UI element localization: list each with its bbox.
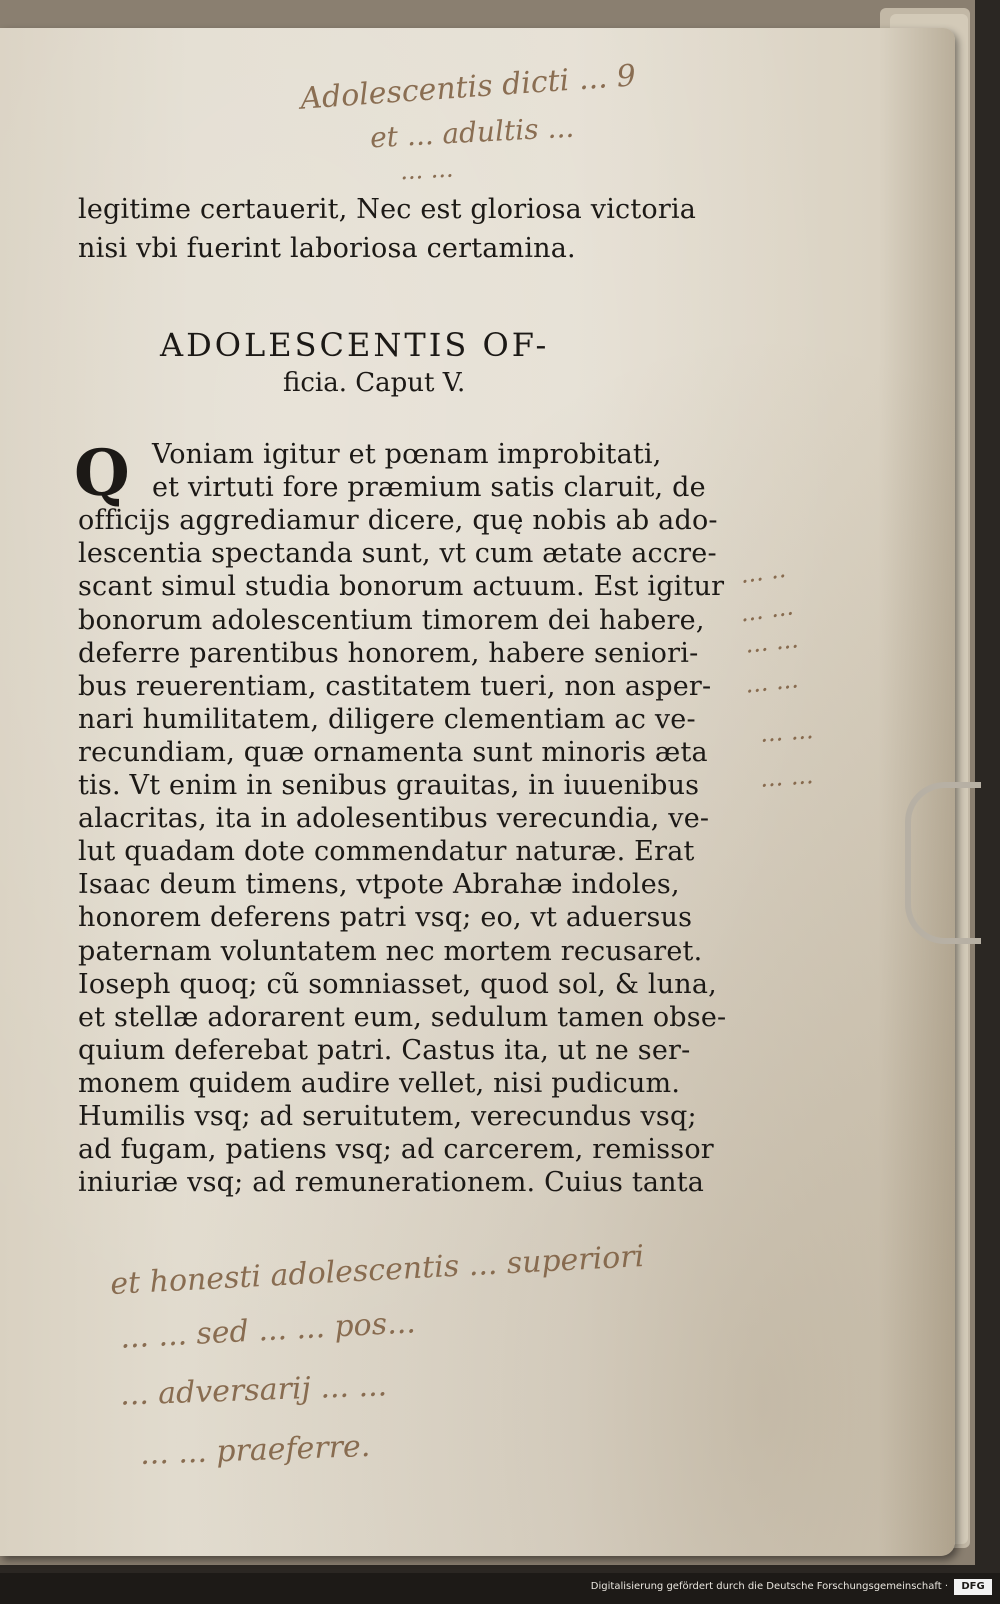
text-line: bus reuerentiam, castitatem tueri, non asper- bbox=[78, 671, 712, 702]
text-line: lut quadam dote commendatur naturæ. Erat bbox=[78, 836, 695, 867]
paper-clip bbox=[905, 782, 981, 944]
text-line: nisi vbi fuerint laboriosa certamina. bbox=[78, 233, 576, 264]
book-page bbox=[0, 28, 955, 1556]
text-line: tis. Vt enim in senibus grauitas, in iuuenibus bbox=[78, 770, 700, 801]
text-line: lescentia spectanda sunt, vt cum ætate accre- bbox=[78, 538, 717, 569]
text-line: monem quidem audire vellet, nisi pudicum. bbox=[78, 1068, 681, 1099]
text-line: iniuriæ vsq; ad remunerationem. Cuius tanta bbox=[78, 1167, 705, 1198]
handwritten-margin-note: ... ... bbox=[743, 665, 800, 699]
text-line: ad fugam, patiens vsq; ad carcerem, remissor bbox=[78, 1134, 714, 1165]
text-line: et stellæ adorarent eum, sedulum tamen obse- bbox=[78, 1002, 727, 1033]
chapter-heading: ADOLESCENTIS OF- bbox=[160, 326, 550, 364]
handwritten-margin-note: ... ... bbox=[759, 761, 815, 793]
text-line: Isaac deum timens, vtpote Abrahæ indoles, bbox=[78, 869, 680, 900]
handwritten-note-bottom: ... adversarij ... ... bbox=[119, 1368, 388, 1413]
footer-bar bbox=[0, 1573, 1000, 1604]
text-line: recundiam, quæ ornamenta sunt minoris æta bbox=[78, 737, 708, 768]
chapter-subheading: ficia. Caput V. bbox=[283, 368, 466, 398]
text-line: legitime certauerit, Nec est gloriosa victoria bbox=[78, 194, 697, 225]
text-line: Voniam igitur et pœnam improbitati, bbox=[152, 439, 662, 470]
handwritten-note-top: Adolescentis dicti ... 9 bbox=[299, 58, 637, 117]
handwritten-note-top: et ... adultis ... bbox=[369, 110, 575, 155]
footer-credit: Digitalisierung gefördert durch die Deutsche Forschungsgemeinschaft · bbox=[590, 1581, 948, 1592]
handwritten-note-bottom: et honesti adolescentis ... superiori bbox=[109, 1239, 646, 1302]
handwritten-note-bottom: ... ... praeferre. bbox=[139, 1428, 371, 1473]
handwritten-margin-note: ... ... bbox=[743, 625, 800, 659]
handwritten-note-bottom: ... ... sed ... ... pos... bbox=[119, 1305, 417, 1356]
text-line: Humilis vsq; ad seruitutem, verecundus vsq; bbox=[78, 1101, 697, 1132]
text-line: nari humilitatem, diligere clementiam ac ve- bbox=[78, 704, 696, 735]
text-line: honorem deferens patri vsq; eo, vt aduersus bbox=[78, 902, 693, 933]
handwritten-margin-note: ... ... bbox=[759, 716, 815, 748]
text-line: deferre parentibus honorem, habere seniori- bbox=[78, 638, 699, 669]
handwritten-margin-note: ... ... bbox=[738, 592, 796, 628]
drop-cap: Q bbox=[74, 436, 130, 511]
handwritten-margin-note: ... .. bbox=[738, 554, 788, 590]
text-line: paternam voluntatem nec mortem recusaret. bbox=[78, 936, 703, 967]
text-line: et virtuti fore præmium satis claruit, de bbox=[152, 472, 706, 503]
dfg-logo: DFG bbox=[954, 1579, 992, 1595]
text-line: quium deferebat patri. Castus ita, ut ne ser- bbox=[78, 1035, 691, 1066]
text-line: alacritas, ita in adolesentibus verecundia, ve- bbox=[78, 803, 710, 834]
text-line: scant simul studia bonorum actuum. Est igitur bbox=[78, 571, 725, 602]
text-line: officijs aggrediamur dicere, quę nobis ab ado- bbox=[78, 505, 718, 536]
handwritten-note-top: ... ... bbox=[399, 154, 455, 186]
text-line: bonorum adolescentium timorem dei habere, bbox=[78, 605, 705, 636]
text-line: Ioseph quoq; cũ somniasset, quod sol, & luna, bbox=[78, 969, 717, 1000]
